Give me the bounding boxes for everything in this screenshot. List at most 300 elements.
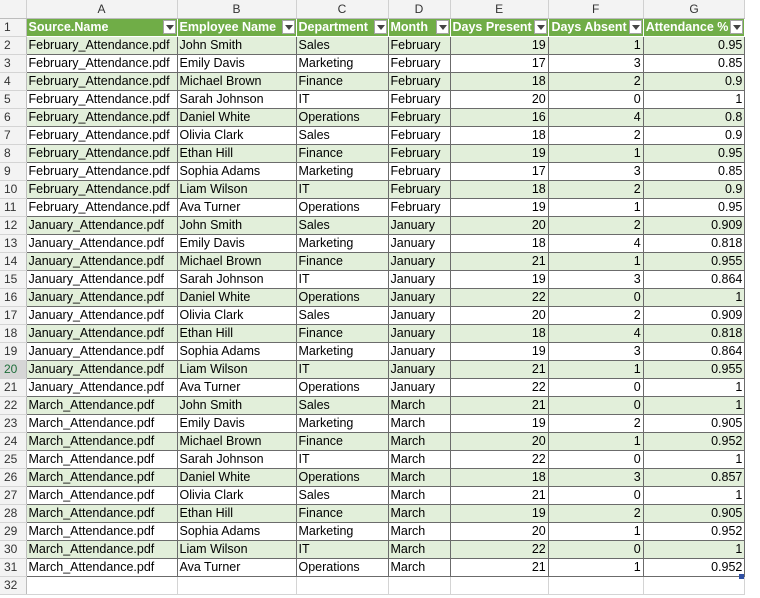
cell-attendance-pct[interactable]: 1 (643, 289, 745, 307)
cell-attendance-pct[interactable]: 0.952 (643, 559, 745, 577)
cell-employee-name[interactable]: Ava Turner (177, 559, 296, 577)
cell-department[interactable]: Marketing (296, 415, 388, 433)
cell-days-absent[interactable]: 0 (548, 487, 643, 505)
row-header[interactable]: 22 (0, 397, 26, 415)
cell-days-absent[interactable]: 3 (548, 271, 643, 289)
cell-employee-name[interactable]: Daniel White (177, 109, 296, 127)
cell-attendance-pct[interactable]: 0.909 (643, 307, 745, 325)
cell-attendance-pct[interactable]: 1 (643, 451, 745, 469)
column-header-e[interactable]: E (450, 0, 548, 19)
cell-days-absent[interactable]: 1 (548, 361, 643, 379)
cell-days-absent[interactable]: 0 (548, 397, 643, 415)
cell-source-name[interactable]: March_Attendance.pdf (26, 415, 177, 433)
cell-employee-name[interactable]: Liam Wilson (177, 541, 296, 559)
header-label: Days Present (452, 20, 532, 34)
empty-cell[interactable] (296, 577, 388, 595)
cell-attendance-pct[interactable]: 0.8 (643, 109, 745, 127)
cell-employee-name[interactable]: Daniel White (177, 469, 296, 487)
cell-days-present[interactable]: 20 (450, 523, 548, 541)
cell-employee-name[interactable]: Ava Turner (177, 379, 296, 397)
cell-days-present[interactable]: 19 (450, 199, 548, 217)
table-row (0, 217, 745, 235)
cell-days-absent[interactable]: 1 (548, 199, 643, 217)
header-label: Attendance % (645, 20, 729, 34)
cell-department[interactable]: Marketing (296, 523, 388, 541)
cell-attendance-pct[interactable]: 0.955 (643, 253, 745, 271)
cell-month[interactable]: February (388, 73, 450, 91)
cell-attendance-pct[interactable]: 1 (643, 379, 745, 397)
table-row (0, 469, 745, 487)
cell-attendance-pct[interactable]: 0.905 (643, 415, 745, 433)
cell-department[interactable]: Sales (296, 127, 388, 145)
row-header[interactable]: 14 (0, 253, 26, 271)
cell-days-present[interactable]: 19 (450, 343, 548, 361)
cell-days-absent[interactable]: 3 (548, 163, 643, 181)
cell-month[interactable]: January (388, 253, 450, 271)
cell-employee-name[interactable]: Sophia Adams (177, 163, 296, 181)
cell-days-absent[interactable]: 4 (548, 235, 643, 253)
cell-employee-name[interactable]: John Smith (177, 37, 296, 55)
cell-month[interactable]: January (388, 343, 450, 361)
cell-days-present[interactable]: 20 (450, 91, 548, 109)
cell-attendance-pct[interactable]: 0.955 (643, 361, 745, 379)
cell-department[interactable]: IT (296, 181, 388, 199)
cell-employee-name[interactable]: Sarah Johnson (177, 451, 296, 469)
cell-source-name[interactable]: January_Attendance.pdf (26, 343, 177, 361)
table-row (0, 451, 745, 469)
cell-department[interactable]: Marketing (296, 163, 388, 181)
header-employee-name[interactable] (177, 19, 296, 37)
filter-dropdown-icon[interactable] (534, 20, 547, 34)
cell-source-name[interactable]: January_Attendance.pdf (26, 253, 177, 271)
cell-department[interactable]: Finance (296, 253, 388, 271)
cell-month[interactable]: February (388, 145, 450, 163)
cell-attendance-pct[interactable]: 0.9 (643, 73, 745, 91)
cell-attendance-pct[interactable]: 0.85 (643, 55, 745, 73)
cell-source-name[interactable]: January_Attendance.pdf (26, 289, 177, 307)
cell-employee-name[interactable]: Olivia Clark (177, 487, 296, 505)
cell-month[interactable]: February (388, 91, 450, 109)
cell-days-present[interactable]: 22 (450, 379, 548, 397)
cell-month[interactable]: January (388, 271, 450, 289)
table-row (0, 415, 745, 433)
row-header[interactable]: 12 (0, 217, 26, 235)
cell-source-name[interactable]: February_Attendance.pdf (26, 55, 177, 73)
cell-month[interactable]: March (388, 415, 450, 433)
table-row (0, 181, 745, 199)
cell-days-present[interactable]: 18 (450, 325, 548, 343)
cell-employee-name[interactable]: John Smith (177, 217, 296, 235)
cell-days-absent[interactable]: 2 (548, 415, 643, 433)
cell-department[interactable]: Sales (296, 397, 388, 415)
cell-source-name[interactable]: February_Attendance.pdf (26, 73, 177, 91)
cell-days-present[interactable]: 18 (450, 73, 548, 91)
filter-dropdown-icon[interactable] (163, 20, 176, 34)
cell-employee-name[interactable]: Michael Brown (177, 253, 296, 271)
row-header[interactable]: 5 (0, 91, 26, 109)
row-header[interactable]: 17 (0, 307, 26, 325)
header-days-absent[interactable] (548, 19, 643, 37)
cell-source-name[interactable]: February_Attendance.pdf (26, 163, 177, 181)
row-header[interactable]: 13 (0, 235, 26, 253)
cell-month[interactable]: January (388, 235, 450, 253)
cell-attendance-pct[interactable]: 0.9 (643, 181, 745, 199)
row-header[interactable]: 20 (0, 361, 26, 379)
header-department[interactable] (296, 19, 388, 37)
row-header[interactable]: 27 (0, 487, 26, 505)
cell-days-present[interactable]: 19 (450, 37, 548, 55)
cell-employee-name[interactable]: Sarah Johnson (177, 91, 296, 109)
cell-source-name[interactable]: February_Attendance.pdf (26, 91, 177, 109)
column-header-a[interactable]: A (26, 0, 177, 19)
cell-month[interactable]: March (388, 397, 450, 415)
cell-month[interactable]: January (388, 325, 450, 343)
table-row (0, 433, 745, 451)
cell-department[interactable]: Sales (296, 307, 388, 325)
cell-days-present[interactable]: 18 (450, 469, 548, 487)
cell-days-present[interactable]: 18 (450, 235, 548, 253)
cell-days-present[interactable]: 17 (450, 55, 548, 73)
cell-attendance-pct[interactable]: 0.95 (643, 145, 745, 163)
row-header[interactable]: 18 (0, 325, 26, 343)
cell-month[interactable]: February (388, 55, 450, 73)
cell-days-present[interactable]: 22 (450, 289, 548, 307)
cell-month[interactable]: March (388, 523, 450, 541)
cell-source-name[interactable]: February_Attendance.pdf (26, 145, 177, 163)
cell-attendance-pct[interactable]: 1 (643, 487, 745, 505)
table-row (0, 163, 745, 181)
cell-employee-name[interactable]: Liam Wilson (177, 361, 296, 379)
cell-source-name[interactable]: March_Attendance.pdf (26, 487, 177, 505)
table-row (0, 253, 745, 271)
empty-cell[interactable] (26, 577, 177, 595)
cell-employee-name[interactable]: Michael Brown (177, 433, 296, 451)
cell-attendance-pct[interactable]: 0.85 (643, 163, 745, 181)
cell-attendance-pct[interactable]: 0.95 (643, 37, 745, 55)
cell-source-name[interactable]: February_Attendance.pdf (26, 127, 177, 145)
cell-days-absent[interactable]: 4 (548, 325, 643, 343)
cell-source-name[interactable]: January_Attendance.pdf (26, 325, 177, 343)
cell-days-absent[interactable]: 0 (548, 91, 643, 109)
cell-month[interactable]: March (388, 559, 450, 577)
cell-source-name[interactable]: March_Attendance.pdf (26, 397, 177, 415)
row-header[interactable]: 29 (0, 523, 26, 541)
cell-employee-name[interactable]: Olivia Clark (177, 307, 296, 325)
cell-employee-name[interactable]: Emily Davis (177, 235, 296, 253)
cell-source-name[interactable]: January_Attendance.pdf (26, 361, 177, 379)
cell-month[interactable]: March (388, 541, 450, 559)
row-header[interactable]: 1 (0, 19, 26, 37)
cell-employee-name[interactable]: John Smith (177, 397, 296, 415)
cell-month[interactable]: February (388, 127, 450, 145)
cell-employee-name[interactable]: Ethan Hill (177, 505, 296, 523)
cell-days-present[interactable]: 22 (450, 541, 548, 559)
cell-department[interactable]: Marketing (296, 235, 388, 253)
cell-source-name[interactable]: January_Attendance.pdf (26, 379, 177, 397)
cell-department[interactable]: IT (296, 271, 388, 289)
empty-cell[interactable] (177, 577, 296, 595)
cell-days-present[interactable]: 21 (450, 253, 548, 271)
cell-attendance-pct[interactable]: 1 (643, 397, 745, 415)
column-header-c[interactable]: C (296, 0, 388, 19)
cell-department[interactable]: Sales (296, 217, 388, 235)
cell-employee-name[interactable]: Ethan Hill (177, 325, 296, 343)
row-header[interactable]: 24 (0, 433, 26, 451)
cell-source-name[interactable]: January_Attendance.pdf (26, 235, 177, 253)
row-header[interactable]: 31 (0, 559, 26, 577)
cell-department[interactable]: Operations (296, 559, 388, 577)
cell-days-present[interactable]: 16 (450, 109, 548, 127)
row-header[interactable]: 2 (0, 37, 26, 55)
cell-employee-name[interactable]: Daniel White (177, 289, 296, 307)
filter-dropdown-icon[interactable] (436, 20, 449, 34)
cell-attendance-pct[interactable]: 0.857 (643, 469, 745, 487)
row-header[interactable]: 9 (0, 163, 26, 181)
row-header[interactable]: 3 (0, 55, 26, 73)
table-header-row (0, 19, 745, 37)
cell-month[interactable]: February (388, 109, 450, 127)
cell-days-absent[interactable]: 2 (548, 181, 643, 199)
empty-cell[interactable] (643, 577, 745, 595)
select-all-corner[interactable] (0, 0, 26, 19)
cell-days-present[interactable]: 20 (450, 307, 548, 325)
cell-month[interactable]: February (388, 163, 450, 181)
cell-days-absent[interactable]: 1 (548, 145, 643, 163)
header-attendance-pct[interactable] (643, 19, 745, 37)
cell-month[interactable]: February (388, 199, 450, 217)
cell-source-name[interactable]: February_Attendance.pdf (26, 181, 177, 199)
table-row (0, 145, 745, 163)
cell-month[interactable]: January (388, 307, 450, 325)
cell-department[interactable]: IT (296, 451, 388, 469)
cell-month[interactable]: February (388, 37, 450, 55)
cell-days-absent[interactable]: 2 (548, 127, 643, 145)
cell-department[interactable]: Marketing (296, 343, 388, 361)
table-row (0, 307, 745, 325)
empty-cell[interactable] (548, 577, 643, 595)
cell-source-name[interactable]: March_Attendance.pdf (26, 469, 177, 487)
row-header[interactable]: 11 (0, 199, 26, 217)
row-header[interactable]: 19 (0, 343, 26, 361)
row-header[interactable]: 32 (0, 577, 26, 595)
cell-days-absent[interactable]: 3 (548, 469, 643, 487)
table-row (0, 127, 745, 145)
cell-department[interactable]: IT (296, 541, 388, 559)
cell-days-absent[interactable]: 0 (548, 289, 643, 307)
cell-department[interactable]: Operations (296, 109, 388, 127)
cell-days-present[interactable]: 21 (450, 559, 548, 577)
cell-employee-name[interactable]: Liam Wilson (177, 181, 296, 199)
filter-dropdown-icon[interactable] (730, 20, 743, 34)
cell-month[interactable]: March (388, 469, 450, 487)
cell-attendance-pct[interactable]: 0.952 (643, 433, 745, 451)
cell-department[interactable]: Finance (296, 73, 388, 91)
cell-month[interactable]: March (388, 505, 450, 523)
cell-month[interactable]: January (388, 289, 450, 307)
cell-department[interactable]: Finance (296, 325, 388, 343)
cell-source-name[interactable]: March_Attendance.pdf (26, 433, 177, 451)
cell-source-name[interactable]: January_Attendance.pdf (26, 307, 177, 325)
row-header[interactable]: 26 (0, 469, 26, 487)
table-row (0, 577, 745, 595)
cell-days-present[interactable]: 19 (450, 415, 548, 433)
cell-days-present[interactable]: 21 (450, 487, 548, 505)
cell-days-absent[interactable]: 4 (548, 109, 643, 127)
table-resize-handle[interactable] (739, 574, 744, 579)
row-header[interactable]: 16 (0, 289, 26, 307)
cell-department[interactable]: Marketing (296, 55, 388, 73)
row-header[interactable]: 10 (0, 181, 26, 199)
cell-department[interactable]: Operations (296, 199, 388, 217)
cell-source-name[interactable]: March_Attendance.pdf (26, 451, 177, 469)
filter-dropdown-icon[interactable] (629, 20, 642, 34)
cell-employee-name[interactable]: Emily Davis (177, 55, 296, 73)
cell-days-present[interactable]: 20 (450, 217, 548, 235)
cell-source-name[interactable]: February_Attendance.pdf (26, 37, 177, 55)
cell-days-present[interactable]: 21 (450, 361, 548, 379)
cell-source-name[interactable]: February_Attendance.pdf (26, 109, 177, 127)
row-header[interactable]: 21 (0, 379, 26, 397)
cell-attendance-pct[interactable]: 0.864 (643, 271, 745, 289)
cell-month[interactable]: January (388, 361, 450, 379)
empty-cell[interactable] (388, 577, 450, 595)
row-header[interactable]: 8 (0, 145, 26, 163)
cell-source-name[interactable]: March_Attendance.pdf (26, 523, 177, 541)
cell-employee-name[interactable]: Emily Davis (177, 415, 296, 433)
table-row (0, 361, 745, 379)
cell-department[interactable]: Operations (296, 289, 388, 307)
cell-month[interactable]: March (388, 487, 450, 505)
row-header[interactable]: 25 (0, 451, 26, 469)
table-row (0, 73, 745, 91)
cell-days-present[interactable]: 21 (450, 397, 548, 415)
cell-days-absent[interactable]: 2 (548, 73, 643, 91)
cell-department[interactable]: Finance (296, 505, 388, 523)
header-source-name[interactable] (26, 19, 177, 37)
column-header-g[interactable]: G (643, 0, 745, 19)
column-header-d[interactable]: D (388, 0, 450, 19)
cell-source-name[interactable]: February_Attendance.pdf (26, 199, 177, 217)
cell-employee-name[interactable]: Sophia Adams (177, 343, 296, 361)
cell-employee-name[interactable]: Ava Turner (177, 199, 296, 217)
cell-days-absent[interactable]: 3 (548, 55, 643, 73)
cell-days-present[interactable]: 17 (450, 163, 548, 181)
cell-month[interactable]: March (388, 451, 450, 469)
table-row (0, 325, 745, 343)
cell-department[interactable]: Finance (296, 433, 388, 451)
cell-days-present[interactable]: 18 (450, 181, 548, 199)
cell-days-present[interactable]: 22 (450, 451, 548, 469)
table-row (0, 559, 745, 577)
cell-department[interactable]: Finance (296, 145, 388, 163)
cell-source-name[interactable]: January_Attendance.pdf (26, 271, 177, 289)
table-row (0, 505, 745, 523)
cell-department[interactable]: Sales (296, 487, 388, 505)
cell-employee-name[interactable]: Sarah Johnson (177, 271, 296, 289)
cell-employee-name[interactable]: Michael Brown (177, 73, 296, 91)
cell-department[interactable]: Operations (296, 379, 388, 397)
cell-days-absent[interactable]: 0 (548, 541, 643, 559)
cell-attendance-pct[interactable]: 1 (643, 541, 745, 559)
row-header[interactable]: 28 (0, 505, 26, 523)
cell-attendance-pct[interactable]: 0.952 (643, 523, 745, 541)
cell-days-absent[interactable]: 1 (548, 37, 643, 55)
cell-days-present[interactable]: 19 (450, 145, 548, 163)
cell-days-present[interactable]: 18 (450, 127, 548, 145)
filter-dropdown-icon[interactable] (282, 20, 295, 34)
cell-days-absent[interactable]: 1 (548, 433, 643, 451)
column-header-row (0, 0, 745, 19)
filter-dropdown-icon[interactable] (374, 20, 387, 34)
cell-month[interactable]: February (388, 181, 450, 199)
header-label: Employee Name (179, 20, 277, 34)
cell-month[interactable]: March (388, 433, 450, 451)
header-month[interactable] (388, 19, 450, 37)
cell-department[interactable]: IT (296, 361, 388, 379)
cell-department[interactable]: Sales (296, 37, 388, 55)
cell-attendance-pct[interactable]: 0.909 (643, 217, 745, 235)
cell-attendance-pct[interactable]: 0.818 (643, 325, 745, 343)
cell-attendance-pct[interactable]: 0.905 (643, 505, 745, 523)
table-row (0, 289, 745, 307)
cell-department[interactable]: Operations (296, 469, 388, 487)
cell-source-name[interactable]: March_Attendance.pdf (26, 541, 177, 559)
column-header-f[interactable]: F (548, 0, 643, 19)
cell-attendance-pct[interactable]: 0.95 (643, 199, 745, 217)
cell-employee-name[interactable]: Sophia Adams (177, 523, 296, 541)
cell-days-absent[interactable]: 2 (548, 505, 643, 523)
cell-days-present[interactable]: 20 (450, 433, 548, 451)
cell-source-name[interactable]: January_Attendance.pdf (26, 217, 177, 235)
cell-days-absent[interactable]: 1 (548, 253, 643, 271)
column-header-b[interactable]: B (177, 0, 296, 19)
cell-source-name[interactable]: March_Attendance.pdf (26, 559, 177, 577)
table-row (0, 487, 745, 505)
row-header[interactable]: 23 (0, 415, 26, 433)
row-header[interactable]: 7 (0, 127, 26, 145)
cell-days-absent[interactable]: 2 (548, 217, 643, 235)
cell-days-present[interactable]: 19 (450, 505, 548, 523)
cell-days-absent[interactable]: 0 (548, 451, 643, 469)
cell-days-absent[interactable]: 3 (548, 343, 643, 361)
table-row (0, 271, 745, 289)
cell-employee-name[interactable]: Ethan Hill (177, 145, 296, 163)
table-row (0, 235, 745, 253)
row-header[interactable]: 15 (0, 271, 26, 289)
cell-attendance-pct[interactable]: 0.9 (643, 127, 745, 145)
cell-employee-name[interactable]: Olivia Clark (177, 127, 296, 145)
empty-cell[interactable] (450, 577, 548, 595)
cell-days-absent[interactable]: 1 (548, 523, 643, 541)
cell-attendance-pct[interactable]: 0.864 (643, 343, 745, 361)
row-header[interactable]: 30 (0, 541, 26, 559)
table-row (0, 199, 745, 217)
cell-days-absent[interactable]: 1 (548, 559, 643, 577)
cell-days-present[interactable]: 19 (450, 271, 548, 289)
cell-source-name[interactable]: March_Attendance.pdf (26, 505, 177, 523)
row-header[interactable]: 6 (0, 109, 26, 127)
cell-month[interactable]: January (388, 379, 450, 397)
table-row (0, 379, 745, 397)
row-header[interactable]: 4 (0, 73, 26, 91)
cell-attendance-pct[interactable]: 1 (643, 91, 745, 109)
cell-days-absent[interactable]: 0 (548, 379, 643, 397)
header-days-present[interactable] (450, 19, 548, 37)
cell-month[interactable]: January (388, 217, 450, 235)
cell-department[interactable]: IT (296, 91, 388, 109)
cell-days-absent[interactable]: 2 (548, 307, 643, 325)
cell-attendance-pct[interactable]: 0.818 (643, 235, 745, 253)
